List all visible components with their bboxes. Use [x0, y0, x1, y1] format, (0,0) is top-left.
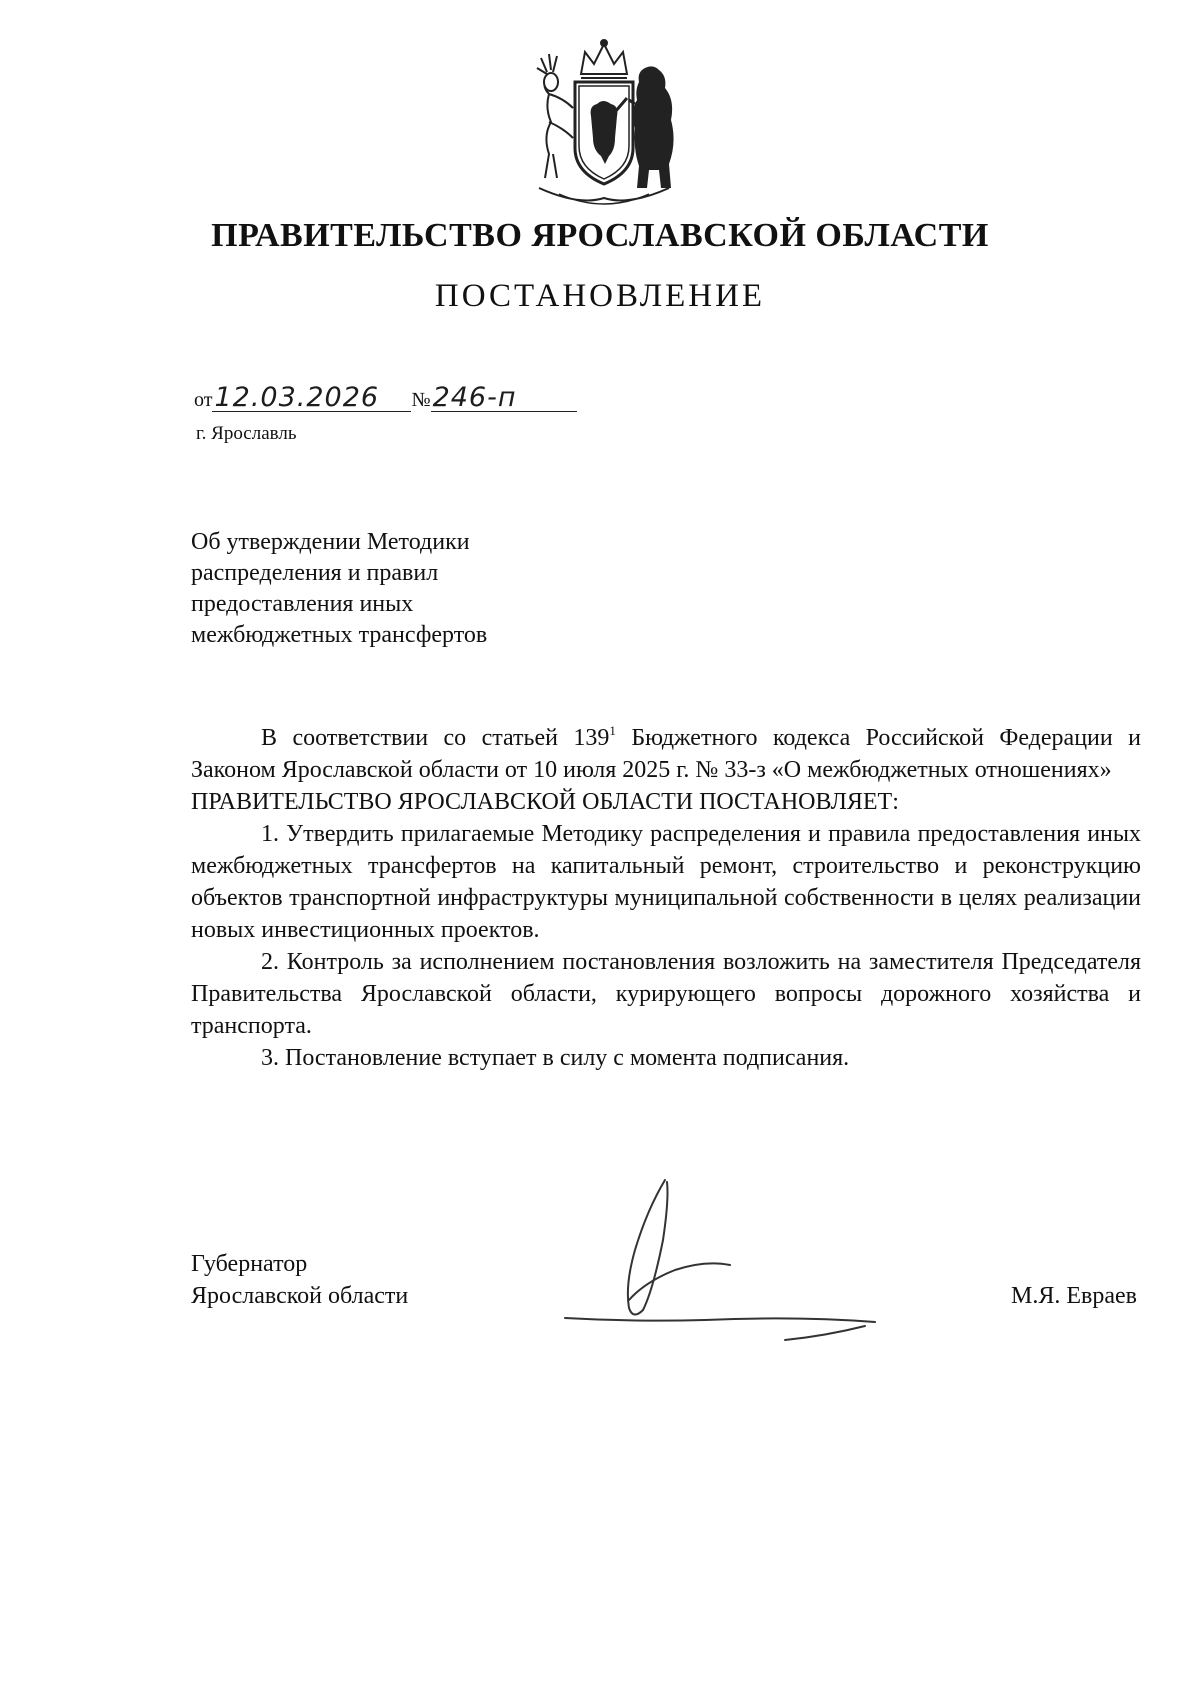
resolution-item-1: 1. Утвердить прилагаемые Методику распределения и правила предоставления иных межбюджетных трансфертов на капитальный ремонт, строительство и реконструкцию объектов транспортной инфраструктуры муниципальной собственности в целях реализации новых инвестиционных проектов. — [191, 821, 1141, 943]
document-date: 12.03.2026 — [212, 385, 411, 412]
signer-position: Губернатор Ярославской области — [191, 1251, 409, 1309]
article-superscript: 1 — [609, 723, 616, 738]
preamble-paragraph: В соответствии со статьей $139^1$ Бюджетного кодекса Российской Федерации и Законом Ярославской области от 10 июля 2025 г. № 33-з «О межбюджетных отношениях» — [191, 723, 1142, 783]
government-title: ПРАВИТЕЛЬСТВО ЯРОСЛАВСКОЙ ОБЛАСТИ — [211, 217, 989, 254]
subject-line: Об утверждении Методики — [191, 529, 470, 555]
resolves-line: ПРАВИТЕЛЬСТВО ЯРОСЛАВСКОЙ ОБЛАСТИ ПОСТАНОВЛЯЕТ: — [191, 789, 899, 815]
resolution-item-2: 2. Контроль за исполнением постановления возложить на заместителя Председателя Правительства Ярославской области, курирующего вопросы дорожного хозяйства и транспорта. — [191, 949, 1141, 1039]
subject-line: предоставления иных — [191, 591, 414, 617]
date-prefix: от — [194, 389, 213, 411]
subject-line: межбюджетных трансфертов — [191, 622, 488, 648]
document-type-title: ПОСТАНОВЛЕНИЕ — [434, 278, 766, 314]
document-body — [191, 722, 1141, 1074]
document-subject — [191, 527, 487, 651]
registration-line — [194, 382, 577, 413]
document-number: 246-п — [431, 385, 577, 412]
handwritten-signature — [555, 1170, 930, 1355]
city-label: г. Ярославль — [196, 423, 297, 444]
number-prefix: № — [411, 389, 431, 411]
subject-line: распределения и правил — [191, 560, 439, 586]
coat-of-arms-emblem — [519, 38, 689, 210]
signer-name: М.Я. Евраев — [1011, 1283, 1137, 1309]
resolution-item-3: 3. Постановление вступает в силу с момента подписания. — [261, 1045, 850, 1071]
